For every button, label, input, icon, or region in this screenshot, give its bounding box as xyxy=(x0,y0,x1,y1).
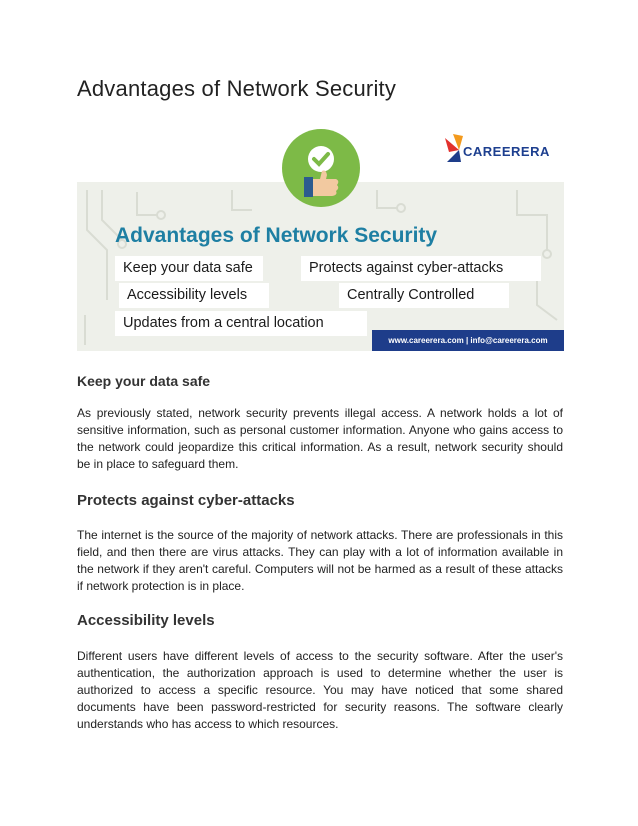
section-body-accessibility-levels: Different users have different levels of access to the security software. After the user's authentication, the authorization approach is used to determine whether the user is authorized to access a specific resource. You may have noticed that some shared documents have been password-restricted for security reasons. The software clearly understands who has access to which resources. xyxy=(77,649,563,731)
banner-item-centrally-controlled: Centrally Controlled xyxy=(339,283,509,308)
banner-item-protects-cyber-attacks: Protects against cyber-attacks xyxy=(301,256,541,281)
section-heading-cyber-attacks: Protects against cyber-attacks xyxy=(77,492,295,509)
section-heading-keep-data-safe: Keep your data safe xyxy=(77,373,211,389)
section-body-keep-data-safe: As previously stated, network security prevents illegal access. A network holds a lot of sensitive information, such as personal customer information. Anyone who gains access to the network could jeopardize this critical information. As a result, network security should be in place to safeguard them. xyxy=(77,406,563,471)
section-body-cyber-attacks: The internet is the source of the majority of network attacks. There are professionals in this field, and then there are virus attacks. They can play with a lot of information available in the network if they aren't careful. Computers will not be harmed as a result of these attacks if network protection is in place. xyxy=(77,528,563,593)
logo-text: CAREERERA xyxy=(463,144,550,159)
banner-item-central-updates: Updates from a central location xyxy=(115,311,367,336)
section-heading-accessibility-levels: Accessibility levels xyxy=(77,612,215,629)
thumbs-up-check-icon xyxy=(282,129,360,207)
page-title: Advantages of Network Security xyxy=(77,76,397,101)
banner-image xyxy=(77,120,564,351)
banner-heading: Advantages of Network Security xyxy=(115,224,438,247)
banner-item-keep-data-safe: Keep your data safe xyxy=(115,256,263,281)
banner-item-accessibility-levels: Accessibility levels xyxy=(119,283,269,308)
banner-footer-contact: www.careerera.com | info@careerera.com xyxy=(372,330,564,351)
